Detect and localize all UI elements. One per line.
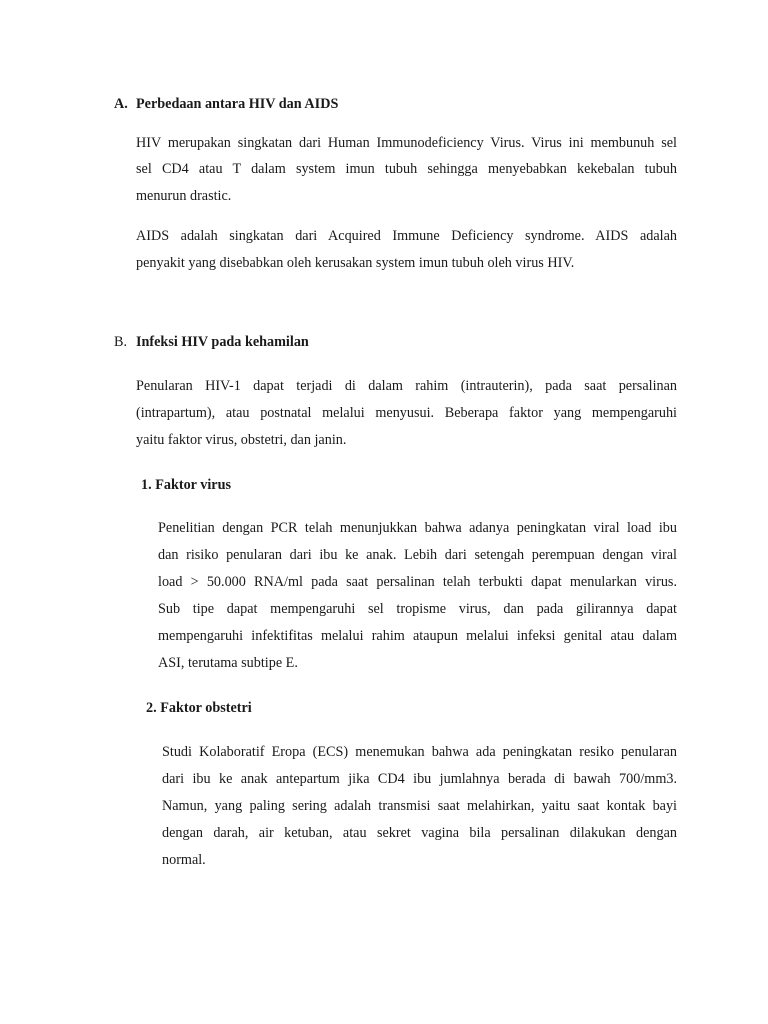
subsection-1-line: Sub tipe dapat mempengaruhi sel tropisme virus, dan pada gilirannya dapat [158,601,677,617]
section-a-marker: A. [114,96,128,112]
subsection-2-line: normal. [162,852,206,868]
subsection-2-line: Namun, yang paling sering adalah transmisi saat melahirkan, yaitu saat kontak bayi [162,798,677,814]
subsection-1-line: ASI, terutama subtipe E. [158,655,298,671]
section-a-title: Perbedaan antara HIV dan AIDS [136,96,339,112]
section-a-p2-line: penyakit yang disebabkan oleh kerusakan system imun tubuh oleh virus HIV. [136,255,575,271]
section-b-title: Infeksi HIV pada kehamilan [136,334,309,350]
subsection-2-line: dengan darah, air ketuban, atau sekret vagina bila persalinan dilakukan dengan [162,825,677,841]
section-b-marker: B. [114,334,128,350]
section-b-p1-line: (intrapartum), atau postnatal melalui menyusui. Beberapa faktor yang mempengaruhi [136,405,677,421]
subsection-1-line: load > 50.000 RNA/ml pada saat persalinan telah terbukti dapat menularkan virus. [158,574,677,590]
section-b-p1-line: Penularan HIV-1 dapat terjadi di dalam rahim (intrauterin), pada saat persalinan [136,378,677,394]
subsection-1-line: Penelitian dengan PCR telah menunjukkan bahwa adanya peningkatan viral load ibu [158,520,677,536]
subsection-1-title: 1. Faktor virus [141,477,231,493]
section-a-p1-line: menurun drastic. [136,188,232,204]
subsection-2-line: dari ibu ke anak antepartum jika CD4 ibu jumlahnya berada di bawah 700/mm3. [162,771,677,787]
section-a-p1-line: HIV merupakan singkatan dari Human Immunodeficiency Virus. Virus ini membunuh sel [136,135,677,151]
subsection-2-line: Studi Kolaboratif Eropa (ECS) menemukan bahwa ada peningkatan resiko penularan [162,744,677,760]
subsection-2-title: 2. Faktor obstetri [146,700,252,716]
subsection-1-line: mempengaruhi infektifitas melalui rahim ataupun melalui infeksi genital atau dalam [158,628,677,644]
section-a-p2-line: AIDS adalah singkatan dari Acquired Immune Deficiency syndrome. AIDS adalah [136,228,677,244]
section-b-p1-line: yaitu faktor virus, obstetri, dan janin. [136,432,347,448]
section-a-p1-line: sel CD4 atau T dalam system imun tubuh sehingga menyebabkan kekebalan tubuh [136,161,677,177]
subsection-1-line: dan risiko penularan dari ibu ke anak. Lebih dari setengah perempuan dengan viral [158,547,677,563]
